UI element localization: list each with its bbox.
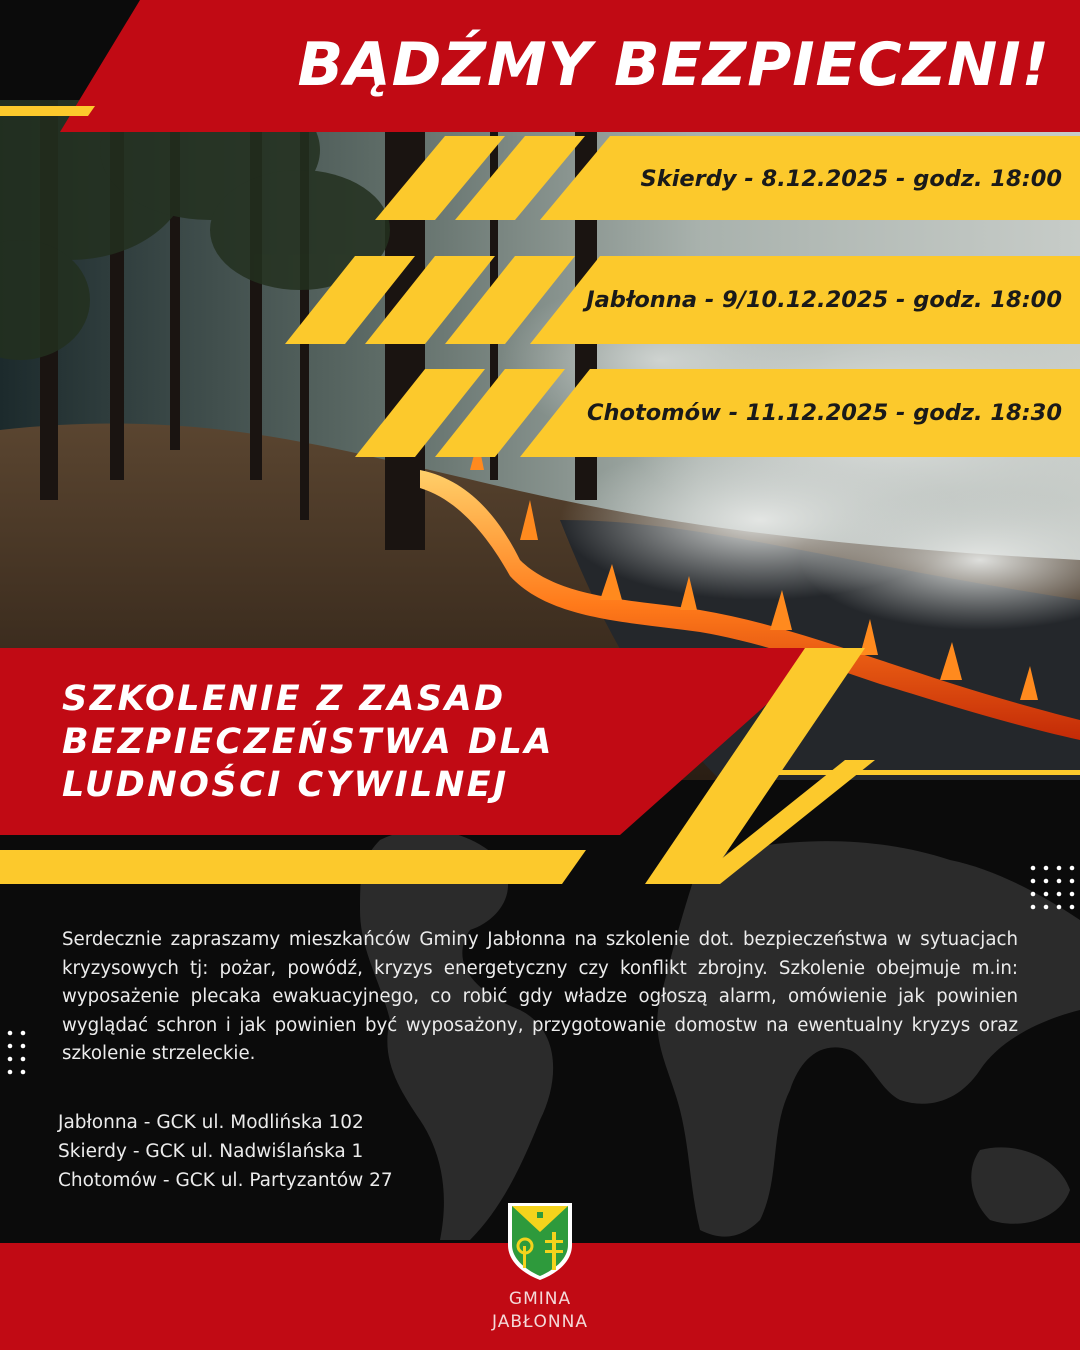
address-jablonna: Jabłonna - GCK ul. Modlińska 102 [58, 1112, 364, 1133]
address-skierdy: Skierdy - GCK ul. Nadwiślańska 1 [58, 1141, 364, 1162]
headline-line-2: BEZPIECZEŃSTWA DLA [62, 722, 554, 762]
schedule-item-jablonna: Jabłonna - 9/10.12.2025 - godz. 18:00 [586, 287, 1062, 313]
description-text: Serdecznie zapraszamy mieszkańców Gminy Jabłonna na szkolenie dot. bezpieczeństwa w sytuacjach kryzysowych tj: pożar, powódź, kryzys energetyczny czy konflikt zbrojny. Szkolenie obejmuje m.in: wyposażenie plecaka ewakuacyjnego, co robić gdy władze ogłoszą alarm, omówienie jak powinien wyglądać schron i jak powinien być wyposażony, przygotowanie domostw na ewentualny kryzys oraz szkolenie strzeleckie. [62, 929, 1018, 1065]
headline-line-3: LUDNOŚCI CYWILNEJ [62, 765, 509, 805]
footer-label [440, 1288, 640, 1334]
footer-line-2: JABŁONNA [491, 1312, 588, 1332]
headline-line-1: SZKOLENIE Z ZASAD [62, 679, 506, 719]
address-chotomow: Chotomów - GCK ul. Partyzantów 27 [58, 1170, 393, 1191]
main-title: BĄDŹMY BEZPIECZNI! [297, 30, 1050, 100]
schedule-item-chotomow: Chotomów - 11.12.2025 - godz. 18:30 [586, 400, 1062, 426]
headline [62, 678, 702, 807]
schedule-item-skierdy: Skierdy - 8.12.2025 - godz. 18:00 [640, 166, 1062, 192]
footer-line-1: GMINA [508, 1289, 572, 1309]
